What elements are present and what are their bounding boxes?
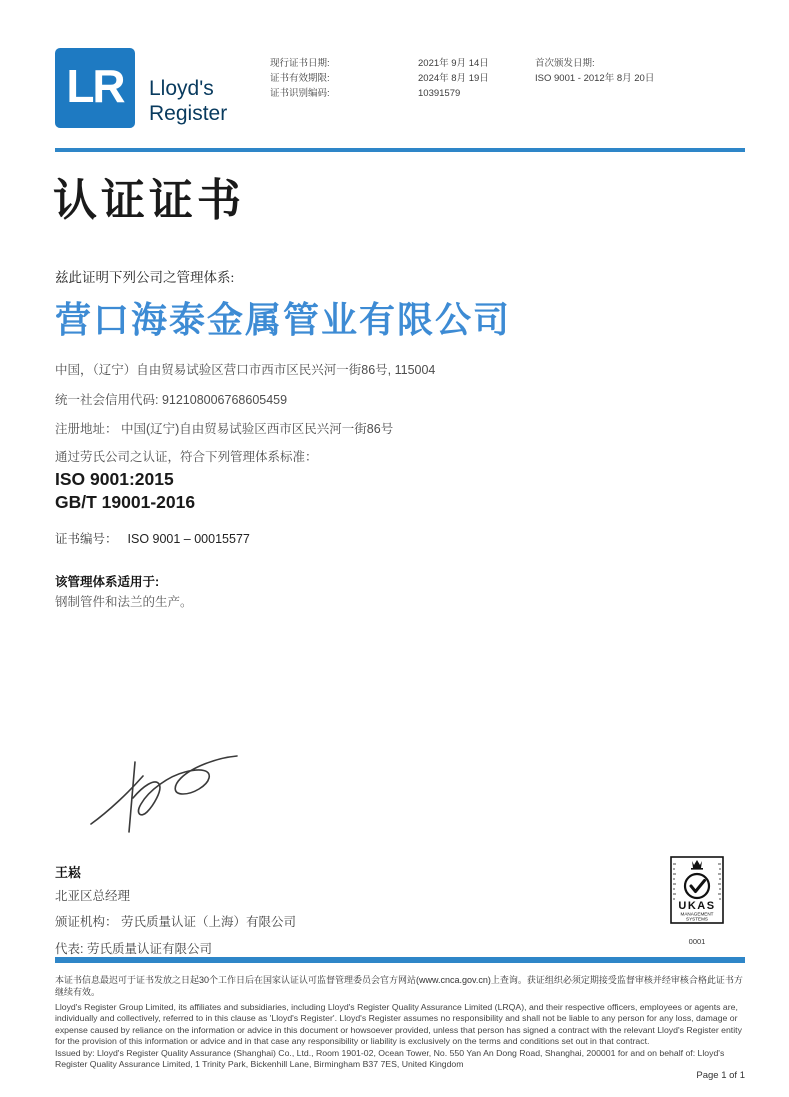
expiry-date-value: 2024年 8月 19日 bbox=[418, 73, 489, 84]
lr-monogram: LR bbox=[66, 60, 124, 112]
svg-text:SYSTEMS: SYSTEMS bbox=[686, 916, 708, 922]
page-title: 认证证书 bbox=[53, 176, 245, 225]
logo-wordmark-line2: Register bbox=[149, 102, 228, 125]
signatory-title: 北亚区总经理 bbox=[55, 889, 131, 903]
certificate-meta bbox=[270, 56, 530, 101]
standard-iso: ISO 9001:2015 bbox=[55, 469, 174, 489]
current-cert-date-label: 现行证书日期: bbox=[270, 58, 330, 69]
footer-disclaimer: Lloyd's Register Group Limited, its affiliates and subsidiaries, including Lloyd's Register Quality Assurance Limited (LRQA), and their respective officers, employees or agents are, individually and collectively, referred to in this clause as 'Lloyd's Register'. Lloyd's Register assumes no responsibility and shall not be liable to any person for any loss, damage or expense caused by reliance on the information or advice in this document or howsoever provided, unless that person has signed a contract with the relevant Lloyd's Register entity for the provision of this information or advice and in that case any responsibility or liability is exclusively on the terms and conditions set out in that contract. bbox=[55, 1002, 742, 1047]
cert-id-label: 证书识别编码: bbox=[270, 88, 330, 99]
standards-list bbox=[55, 468, 195, 514]
certificate-number-row bbox=[55, 529, 250, 547]
certify-statement: 兹此证明下列公司之管理体系: bbox=[55, 270, 235, 285]
certificate-number-label: 证书编号： bbox=[55, 532, 118, 546]
footer-chinese-notice: 本证书信息最迟可于证书发放之日起30个工作日后在国家认证认可监督管理委员会官方网站(www.cnca.gov.cn)上查询。获证组织必须定期接受监督审核并经审核合格此证书方继续有效。 bbox=[55, 975, 743, 997]
approval-statement: 通过劳氏公司之认证，符合下列管理体系标准： bbox=[55, 450, 318, 464]
logo-wordmark bbox=[149, 76, 227, 128]
issuing-body: 颁证机构： 劳氏质量认证（上海）有限公司 bbox=[55, 915, 296, 929]
ukas-accreditation-mark bbox=[668, 856, 726, 946]
certificate-number-value: ISO 9001 – 00015577 bbox=[127, 532, 250, 546]
first-issue-value: ISO 9001 - 2012年 8月 20日 bbox=[535, 73, 655, 84]
page-number: Page 1 of 1 bbox=[696, 1070, 745, 1081]
bottom-divider bbox=[55, 957, 745, 963]
registered-address: 注册地址： 中国(辽宁)自由贸易试验区西市区民兴河一街86号 bbox=[55, 422, 394, 436]
top-divider bbox=[55, 148, 745, 152]
company-address: 中国，（辽宁）自由贸易试验区营口市西市区民兴河一街86号, 115004 bbox=[55, 363, 436, 377]
lr-logo-icon bbox=[55, 48, 135, 128]
svg-text:UKAS: UKAS bbox=[678, 900, 716, 912]
signature-scribble-icon bbox=[85, 748, 245, 843]
logo-wordmark-line1: Lloyd's bbox=[149, 77, 214, 100]
first-issue-label: 首次颁发日期: bbox=[535, 58, 595, 69]
standard-gbt: GB/T 19001-2016 bbox=[55, 492, 196, 512]
credit-code: 统一社会信用代码: 912108006768605459 bbox=[55, 393, 288, 407]
lloyds-register-logo bbox=[55, 48, 227, 128]
ukas-logo-icon bbox=[670, 856, 724, 930]
scope-text: 钢制管件和法兰的生产。 bbox=[55, 595, 193, 609]
svg-text:MANAGEMENT: MANAGEMENT bbox=[680, 911, 714, 917]
cert-id-value: 10391579 bbox=[418, 88, 461, 99]
scope-heading: 该管理体系适用于: bbox=[55, 575, 160, 589]
first-issue-block bbox=[535, 56, 654, 86]
signatory-name: 王崧 bbox=[55, 865, 82, 880]
on-behalf-of: 代表: 劳氏质量认证有限公司 bbox=[55, 942, 212, 956]
footer-issued-by: Issued by: Lloyd's Register Quality Assurance (Shanghai) Co., Ltd., Room 1901-02, Ocean Tower, No. 550 Yan An Dong Road, Shanghai, 200001 for and on behalf of: Lloyd's Register Quality Assurance Limited, 1 Trinity Park, Bickenhill Lane, Birmingham B37 7ES, United Kingdom bbox=[55, 1047, 725, 1070]
signature-image bbox=[85, 748, 245, 848]
ukas-number: 0001 bbox=[688, 937, 706, 946]
footer-legal-text bbox=[55, 1002, 747, 1070]
expiry-date-label: 证书有效期限: bbox=[270, 73, 330, 84]
company-name: 营口海泰金属管业有限公司 bbox=[55, 300, 512, 340]
current-cert-date-value: 2021年 9月 14日 bbox=[418, 58, 489, 69]
